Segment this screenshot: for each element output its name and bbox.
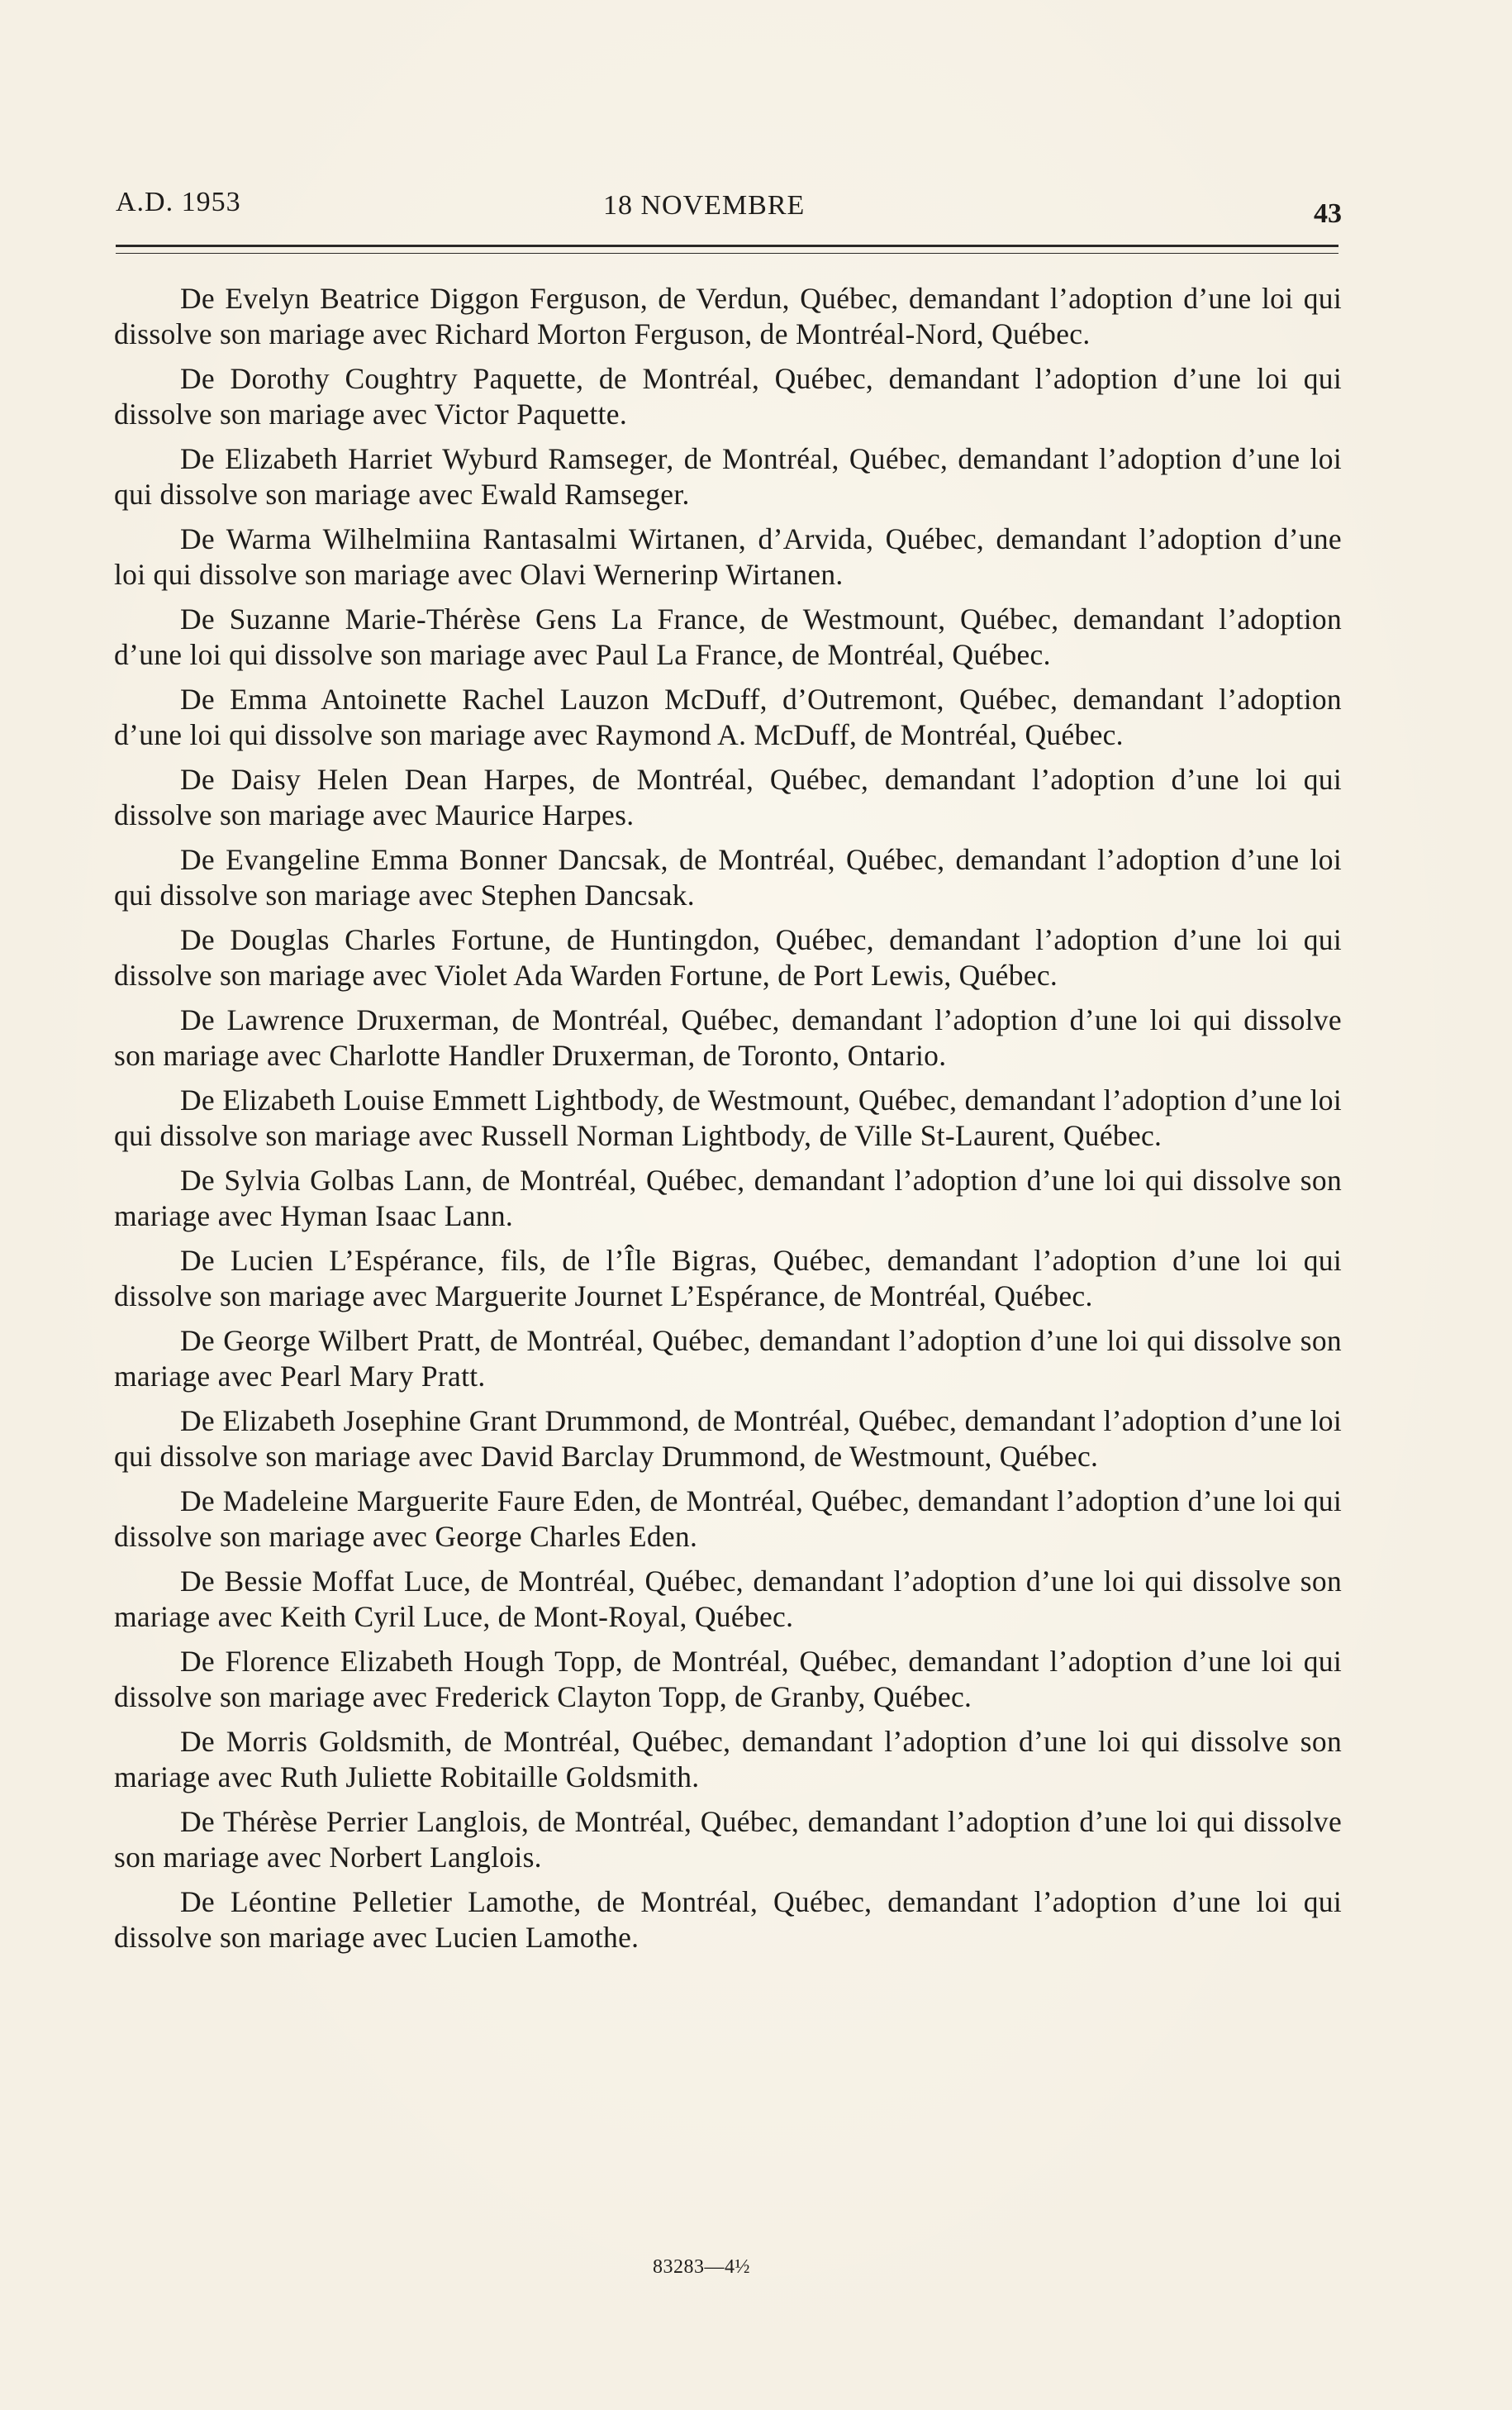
petition-entry: De Warma Wilhelmiina Rantasalmi Wirtanen, d’Arvida, Québec, demandant l’adoption d’une loi qui dissolve son mariage avec Olavi Wernerinp Wirtanen. (114, 522, 1342, 591)
petition-entry: De Madeleine Marguerite Faure Eden, de Montréal, Québec, demandant l’adoption d’une loi qui dissolve son mariage avec George Charles Eden. (114, 1484, 1342, 1553)
petition-entry: De Evelyn Beatrice Diggon Ferguson, de Verdun, Québec, demandant l’adoption d’une loi qui dissolve son mariage avec Richard Morton Ferguson, de Montréal-Nord, Québec. (114, 282, 1342, 350)
petition-entry: De Evangeline Emma Bonner Dancsak, de Montréal, Québec, demandant l’adoption d’une loi qui dissolve son mariage avec Stephen Dancsak. (114, 843, 1342, 912)
petition-entry: De Emma Antoinette Rachel Lauzon McDuff, d’Outremont, Québec, demandant l’adoption d’une loi qui dissolve son mariage avec Raymond A. McDuff, de Montréal, Québec. (114, 683, 1342, 751)
petition-entry: De Lawrence Druxerman, de Montréal, Québec, demandant l’adoption d’une loi qui dissolve son mariage avec Charlotte Handler Druxerman, de Toronto, Ontario. (114, 1003, 1342, 1072)
petition-entry: De Daisy Helen Dean Harpes, de Montréal, Québec, demandant l’adoption d’une loi qui dissolve son mariage avec Maurice Harpes. (114, 763, 1342, 831)
header-year: A.D. 1953 (116, 187, 241, 217)
petition-entry: De Sylvia Golbas Lann, de Montréal, Québec, demandant l’adoption d’une loi qui dissolve son mariage avec Hyman Isaac Lann. (114, 1164, 1342, 1232)
petition-entry: De Elizabeth Louise Emmett Lightbody, de Westmount, Québec, demandant l’adoption d’une loi qui dissolve son mariage avec Russell Norman Lightbody, de Ville St-Laurent, Québec. (114, 1084, 1342, 1152)
petition-list (114, 281, 1342, 1965)
petition-entry: De Elizabeth Harriet Wyburd Ramseger, de Montréal, Québec, demandant l’adoption d’une loi qui dissolve son mariage avec Ewald Ramseger. (114, 442, 1342, 511)
petition-entry: De Thérèse Perrier Langlois, de Montréal, Québec, demandant l’adoption d’une loi qui dissolve son mariage avec Norbert Langlois. (114, 1805, 1342, 1874)
petition-entry: De Douglas Charles Fortune, de Huntingdon, Québec, demandant l’adoption d’une loi qui dissolve son mariage avec Violet Ada Warden Fortune, de Port Lewis, Québec. (114, 923, 1342, 992)
petition-entry: De Dorothy Coughtry Paquette, de Montréal, Québec, demandant l’adoption d’une loi qui dissolve son mariage avec Victor Paquette. (114, 362, 1342, 431)
petition-entry: De Elizabeth Josephine Grant Drummond, de Montréal, Québec, demandant l’adoption d’une loi qui dissolve son mariage avec David Barclay Drummond, de Westmount, Québec. (114, 1404, 1342, 1473)
petition-entry: De Lucien L’Espérance, fils, de l’Île Bigras, Québec, demandant l’adoption d’une loi qui dissolve son mariage avec Marguerite Journet L’Espérance, de Montréal, Québec. (114, 1244, 1342, 1312)
petition-entry: De George Wilbert Pratt, de Montréal, Québec, demandant l’adoption d’une loi qui dissolve son mariage avec Pearl Mary Pratt. (114, 1324, 1342, 1393)
header-date: 18 NOVEMBRE (603, 190, 806, 221)
page-number: 43 (1314, 198, 1342, 229)
petition-entry: De Léontine Pelletier Lamothe, de Montréal, Québec, demandant l’adoption d’une loi qui dissolve son mariage avec Lucien Lamothe. (114, 1885, 1342, 1954)
petition-entry: De Suzanne Marie-Thérèse Gens La France, de Westmount, Québec, demandant l’adoption d’une loi qui dissolve son mariage avec Paul La France, de Montréal, Québec. (114, 602, 1342, 671)
page-header (116, 187, 1342, 236)
header-rule-thick (116, 245, 1338, 247)
header-rule-thin (116, 253, 1338, 254)
printer-signature: 83283—4½ (653, 2256, 750, 2278)
petition-entry: De Morris Goldsmith, de Montréal, Québec, demandant l’adoption d’une loi qui dissolve son mariage avec Ruth Juliette Robitaille Goldsmith. (114, 1725, 1342, 1793)
petition-entry: De Florence Elizabeth Hough Topp, de Montréal, Québec, demandant l’adoption d’une loi qui dissolve son mariage avec Frederick Clayton Topp, de Granby, Québec. (114, 1645, 1342, 1713)
petition-entry: De Bessie Moffat Luce, de Montréal, Québec, demandant l’adoption d’une loi qui dissolve son mariage avec Keith Cyril Luce, de Mont-Royal, Québec. (114, 1565, 1342, 1633)
